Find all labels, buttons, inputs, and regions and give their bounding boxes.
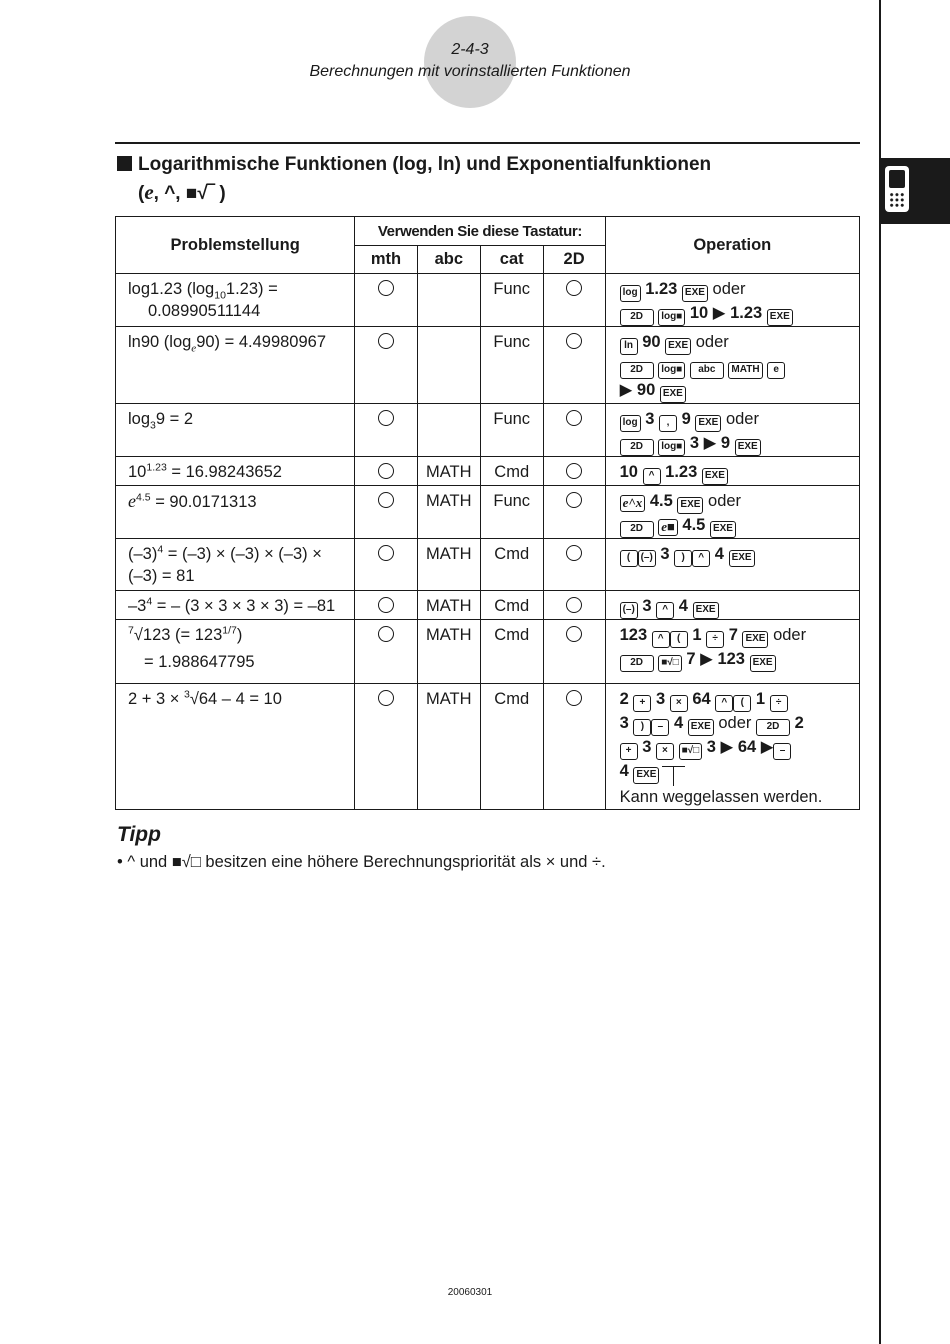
play-icon: ▶ <box>703 434 717 452</box>
times-key: × <box>656 743 674 760</box>
mth-cell <box>355 539 417 591</box>
mth-cell <box>355 591 417 620</box>
plus-key: + <box>633 695 651 712</box>
table-row <box>116 404 860 457</box>
table-row <box>116 591 860 620</box>
abc-cell: MATH <box>417 591 480 620</box>
e-power-key: e■ <box>658 519 678 536</box>
circle-icon <box>566 545 582 561</box>
calculator-icon <box>885 166 909 212</box>
exe-key: EXE <box>688 719 714 736</box>
problem-cell: $-3^4$ = – (3 × 3 × 3 × 3) = –81 <box>116 591 355 620</box>
abc-cell: MATH <box>417 457 480 486</box>
caret-key: ^ <box>643 468 661 485</box>
circle-icon <box>378 545 394 561</box>
callout-bracket <box>673 766 674 786</box>
cat-cell: Cmd <box>480 539 543 591</box>
cat-cell: Cmd <box>480 684 543 810</box>
page-number: 2-4-3 <box>451 41 489 58</box>
circle-icon <box>566 690 582 706</box>
2d-cell <box>543 684 605 810</box>
play-icon: ▶ <box>720 738 734 756</box>
cat-cell: Func <box>480 486 543 539</box>
2d-key: 2D <box>620 362 654 379</box>
problem-cell: $10^{1.23} = 16.98243652$ <box>116 457 355 486</box>
header-keyboard: Verwenden Sie diese Tastatur: <box>355 217 605 246</box>
rparen-key: ) <box>674 550 692 567</box>
play-icon: ▶ <box>619 381 633 399</box>
operation-cell: (–) 3 ^ 4 EXE <box>605 591 859 620</box>
circle-icon <box>566 597 582 613</box>
table-row <box>116 620 860 684</box>
2d-key: 2D <box>620 655 654 672</box>
operation-cell: ln 90 EXE oder 2D log■ abc MATH e ▶ 90 EXE <box>605 327 859 404</box>
circle-icon <box>378 333 394 349</box>
operation-cell: log 1.23 EXE oder 2D log■ 10 ▶ 1.23 EXE <box>605 274 859 327</box>
circle-icon <box>378 690 394 706</box>
circle-icon <box>378 280 394 296</box>
2d-cell <box>543 486 605 539</box>
circle-icon <box>566 492 582 508</box>
root-key: ■√□ <box>679 743 703 760</box>
divide-key: ÷ <box>706 631 724 648</box>
math-key: MATH <box>728 362 762 379</box>
2d-cell <box>543 620 605 684</box>
2d-key: 2D <box>620 521 654 538</box>
divide-key: ÷ <box>770 695 788 712</box>
tip-title: Tipp <box>117 823 161 846</box>
2d-cell <box>543 457 605 486</box>
e-key: e <box>767 362 785 379</box>
table-row <box>116 539 860 591</box>
header-problem: Problemstellung <box>116 217 355 274</box>
negative-key: (–) <box>620 602 638 619</box>
play-icon: ▶ <box>712 304 726 322</box>
circle-icon <box>378 626 394 642</box>
exe-key: EXE <box>702 468 728 485</box>
abc-cell <box>417 327 480 404</box>
abc-cell <box>417 274 480 327</box>
rparen-key: ) <box>633 719 651 736</box>
exe-key: EXE <box>677 497 703 514</box>
ex-key: e^x <box>620 495 646 512</box>
header-cat: cat <box>480 246 543 274</box>
section-title-line2: (e, ^, ■√‾ ) <box>138 180 226 204</box>
comma-key: , <box>659 415 677 432</box>
mth-cell <box>355 274 417 327</box>
mth-cell <box>355 327 417 404</box>
cat-cell: Cmd <box>480 591 543 620</box>
operation-cell: log 3 , 9 EXE oder 2D log■ 3 ▶ 9 EXE <box>605 404 859 457</box>
play-icon: ▶ <box>760 738 774 756</box>
play-icon: ▶ <box>700 650 713 668</box>
problem-cell: log1.23 $(\log_{10}1.23)$ = 0.08990511144 <box>116 274 355 327</box>
exe-key: EXE <box>665 338 691 355</box>
mth-cell <box>355 404 417 457</box>
exe-key: EXE <box>693 602 719 619</box>
circle-icon <box>566 463 582 479</box>
caret-key: ^ <box>652 631 670 648</box>
footer-code: 20060301 <box>447 1287 493 1298</box>
log-base-key: log■ <box>658 309 685 326</box>
exe-key: EXE <box>633 767 659 784</box>
square-bullet-icon <box>117 156 132 171</box>
operation-cell: 123 ^ ( 1 ÷ 7 EXE oder 2D ■√□ 7 ▶ 123 EXE <box>605 620 859 684</box>
exe-key: EXE <box>660 386 686 403</box>
tip-text: • ^ und ■√□ besitzen eine höhere Berechnungspriorität als × und ÷. <box>117 853 606 871</box>
exe-key: EXE <box>742 631 768 648</box>
table-row <box>116 327 860 404</box>
cat-cell: Cmd <box>480 457 543 486</box>
log-base-key: log■ <box>658 439 685 456</box>
mth-cell <box>355 457 417 486</box>
exe-key: EXE <box>710 521 736 538</box>
function-table <box>115 216 860 810</box>
root-key: ■√□ <box>658 655 682 672</box>
operation-cell: e^x 4.5 EXE oder 2D e■ 4.5 EXE <box>605 486 859 539</box>
header-operation: Operation <box>605 217 859 274</box>
times-key: × <box>670 695 688 712</box>
abc-cell: MATH <box>417 684 480 810</box>
abc-cell <box>417 404 480 457</box>
exe-key: EXE <box>729 550 755 567</box>
operation-cell: ( (–) 3 ) ^ 4 EXE <box>605 539 859 591</box>
abc-cell: MATH <box>417 486 480 539</box>
log-base-key: log■ <box>658 362 685 379</box>
problem-cell: 2 + 3 × $^3$√64 – 4 = 10 <box>116 684 355 810</box>
operation-cell: 2 + 3 × 64 ^ ( 1 ÷ 3 ) – 4 EXE oder 2D 2 + 3 × ■√□ 3 ▶ 64 ▶ – 4 EXE Kann weggelassen werden. <box>605 684 859 810</box>
page-number-badge <box>424 16 516 108</box>
table-row <box>116 457 860 486</box>
header-abc: abc <box>417 246 480 274</box>
circle-icon <box>566 333 582 349</box>
ln-key: ln <box>620 338 638 355</box>
problem-cell: ln90 $(\log_e90) = 4.49980967$ <box>116 327 355 404</box>
2d-cell <box>543 274 605 327</box>
mth-cell <box>355 486 417 539</box>
cat-cell: Func <box>480 327 543 404</box>
negative-key: (–) <box>638 550 656 567</box>
caret-key: ^ <box>692 550 710 567</box>
circle-icon <box>378 463 394 479</box>
2d-cell <box>543 404 605 457</box>
table-row <box>116 274 860 327</box>
cat-cell: Cmd <box>480 620 543 684</box>
2d-cell <box>543 591 605 620</box>
section-title: Logarithmische Funktionen (log, ln) und Exponentialfunktionen <box>117 154 711 176</box>
abc-key: abc <box>690 362 724 379</box>
cat-cell: Func <box>480 404 543 457</box>
mth-cell <box>355 684 417 810</box>
omit-caption: Kann weggelassen werden. <box>619 788 823 806</box>
table-row <box>116 486 860 539</box>
page-subtitle: Berechnungen mit vorinstallierten Funktionen <box>309 63 631 80</box>
problem-cell: $e^{4.5} = 90.0171313$ <box>116 486 355 539</box>
circle-icon <box>378 410 394 426</box>
circle-icon <box>566 410 582 426</box>
section-divider <box>115 142 860 144</box>
problem-cell: $^7$√123 (= $123^{1/7}$) = 1.988647795 <box>116 620 355 684</box>
log-key: log <box>620 415 641 432</box>
circle-icon <box>378 597 394 613</box>
circle-icon <box>378 492 394 508</box>
2d-cell <box>543 327 605 404</box>
exe-key: EXE <box>767 309 793 326</box>
caret-key: ^ <box>715 695 733 712</box>
abc-cell: MATH <box>417 539 480 591</box>
2d-key: 2D <box>620 439 654 456</box>
2d-cell <box>543 539 605 591</box>
minus-key: – <box>651 719 669 736</box>
operation-cell: 10 ^ 1.23 EXE <box>605 457 859 486</box>
2d-key: 2D <box>756 719 790 736</box>
abc-cell: MATH <box>417 620 480 684</box>
problem-cell: $(-3)^4 = (-3) \times (-3) \times (-3)$ × (–3) = 81 <box>116 539 355 591</box>
caret-key: ^ <box>656 602 674 619</box>
table-row <box>116 684 860 810</box>
problem-cell: $\log_39 = 2$ <box>116 404 355 457</box>
minus-key: – <box>773 743 791 760</box>
circle-icon <box>566 626 582 642</box>
lparen-key: ( <box>733 695 751 712</box>
lparen-key: ( <box>670 631 688 648</box>
exe-key: EXE <box>695 415 721 432</box>
exe-key: EXE <box>682 285 708 302</box>
plus-key: + <box>620 743 638 760</box>
log-key: log <box>620 285 641 302</box>
mth-cell <box>355 620 417 684</box>
header-mth: mth <box>355 246 417 274</box>
lparen-key: ( <box>620 550 638 567</box>
header-2d: 2D <box>543 246 605 274</box>
2d-key: 2D <box>620 309 654 326</box>
exe-key: EXE <box>750 655 776 672</box>
circle-icon <box>566 280 582 296</box>
root-symbol: ■√□ <box>171 853 201 871</box>
exe-key: EXE <box>735 439 761 456</box>
cat-cell: Func <box>480 274 543 327</box>
